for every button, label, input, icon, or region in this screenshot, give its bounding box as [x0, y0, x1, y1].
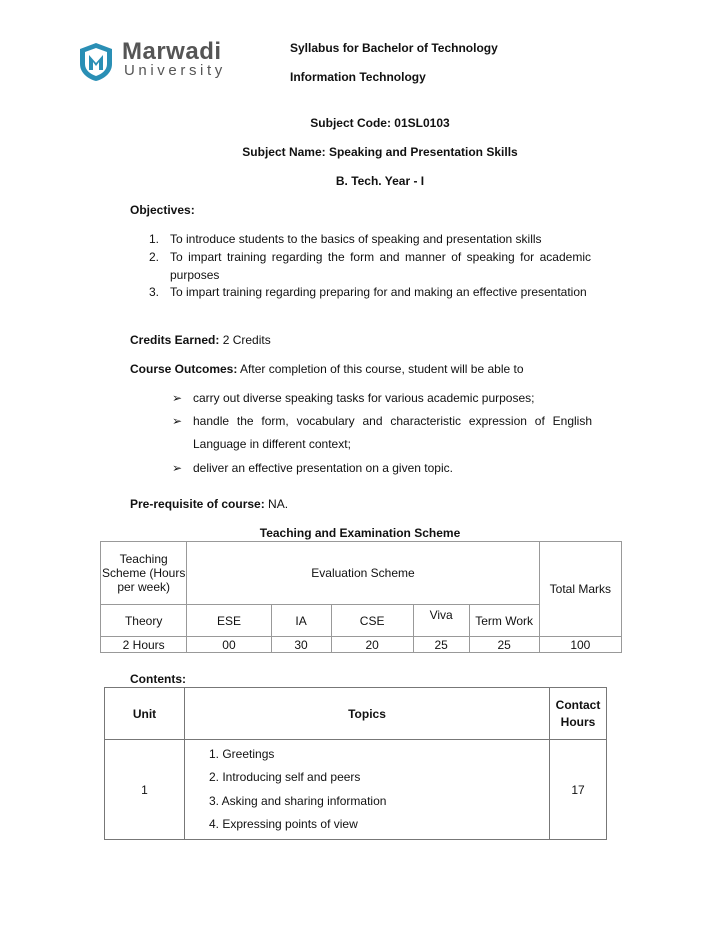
- topics-cell: [185, 740, 550, 840]
- department-title: Information Technology: [290, 70, 426, 84]
- cse-header: CSE: [331, 605, 413, 637]
- objective-number: 3.: [149, 285, 160, 299]
- outcome-item: [172, 410, 592, 456]
- evaluation-scheme-header: Evaluation Scheme: [187, 542, 539, 605]
- subject-name-value: Speaking and Presentation Skills: [325, 145, 518, 159]
- outcomes-intro: After completion of this course, student will be able to: [237, 362, 524, 376]
- objective-number: 1.: [149, 232, 160, 246]
- contents-heading: Contents:: [130, 672, 186, 686]
- outcome-item: [172, 457, 592, 480]
- logo-wordmark-top: Marwadi: [122, 38, 222, 65]
- outcome-text: deliver an effective presentation on a given topic.: [193, 461, 453, 475]
- subject-code: [0, 116, 720, 130]
- course-outcomes: [130, 362, 524, 376]
- scheme-table: [100, 541, 622, 653]
- cell-theory: 2 Hours: [101, 637, 187, 653]
- cell-term-work: 25: [469, 637, 539, 653]
- contents-table: [104, 687, 607, 840]
- objective-item: [149, 231, 591, 249]
- cell-total: 100: [539, 637, 621, 653]
- outcome-text: handle the form, vocabulary and characteristic expression of English Language in different context;: [193, 414, 592, 451]
- viva-header: Viva: [413, 605, 469, 637]
- cell-ese: 00: [187, 637, 271, 653]
- unit-cell: 1: [105, 740, 185, 840]
- objective-item: [149, 249, 591, 284]
- teaching-scheme-header: Teaching Scheme (Hours per week): [101, 542, 187, 605]
- topic-item: 3. Asking and sharing information: [209, 793, 387, 808]
- outcome-text: carry out diverse speaking tasks for various academic purposes;: [193, 391, 535, 405]
- shield-logo-icon: [78, 42, 114, 82]
- credits-value: 2 Credits: [219, 333, 271, 347]
- arrow-bullet-icon: ➢: [172, 461, 183, 475]
- course-year: B. Tech. Year - I: [335, 174, 425, 188]
- topics-header: Topics: [185, 688, 550, 740]
- subject-name: [0, 145, 720, 159]
- syllabus-title: Syllabus for Bachelor of Technology: [290, 41, 498, 55]
- objective-text: To introduce students to the basics of speaking and presentation skills: [170, 232, 542, 246]
- theory-header: Theory: [101, 605, 187, 637]
- credits-earned: [130, 333, 271, 347]
- subject-code-value: 01SL0103: [390, 116, 450, 130]
- cell-ia: 30: [271, 637, 331, 653]
- arrow-bullet-icon: ➢: [172, 414, 183, 428]
- objectives-heading: Objectives:: [130, 203, 195, 217]
- table-row: [101, 637, 622, 653]
- topic-item: 4. Expressing points of view: [209, 817, 358, 831]
- topic-item: 1. Greetings: [209, 746, 275, 761]
- ese-header: ESE: [187, 605, 271, 637]
- prerequisite: [130, 497, 288, 511]
- topic-item: 2. Introducing self and peers: [209, 770, 361, 784]
- contact-hours-header: Contact Hours: [550, 688, 607, 740]
- unit-header: Unit: [105, 688, 185, 740]
- scheme-title: Teaching and Examination Scheme: [259, 526, 461, 540]
- credits-label: Credits Earned:: [130, 333, 220, 347]
- subject-code-label: Subject Code:: [310, 116, 391, 130]
- ia-header: IA: [271, 605, 331, 637]
- term-work-header: Term Work: [469, 605, 539, 637]
- logo-wordmark-bottom: University: [124, 62, 226, 79]
- objective-text: To impart training regarding the form and manner of speaking for academic purposes: [170, 250, 591, 282]
- table-row: [105, 740, 607, 840]
- objective-text: To impart training regarding preparing for and making an effective presentation: [170, 285, 587, 299]
- objective-item: [149, 284, 591, 302]
- prereq-value: NA.: [264, 497, 289, 511]
- outcome-item: [172, 387, 592, 410]
- subject-name-label: Subject Name:: [242, 145, 326, 159]
- cell-viva: 25: [413, 637, 469, 653]
- hours-cell: 17: [550, 740, 607, 840]
- objective-number: 2.: [149, 250, 160, 264]
- cell-cse: 20: [331, 637, 413, 653]
- total-marks-header: Total Marks: [539, 542, 621, 637]
- outcomes-label: Course Outcomes:: [130, 362, 238, 376]
- university-logo: [78, 38, 248, 82]
- prereq-label: Pre-requisite of course:: [130, 497, 265, 511]
- arrow-bullet-icon: ➢: [172, 391, 183, 405]
